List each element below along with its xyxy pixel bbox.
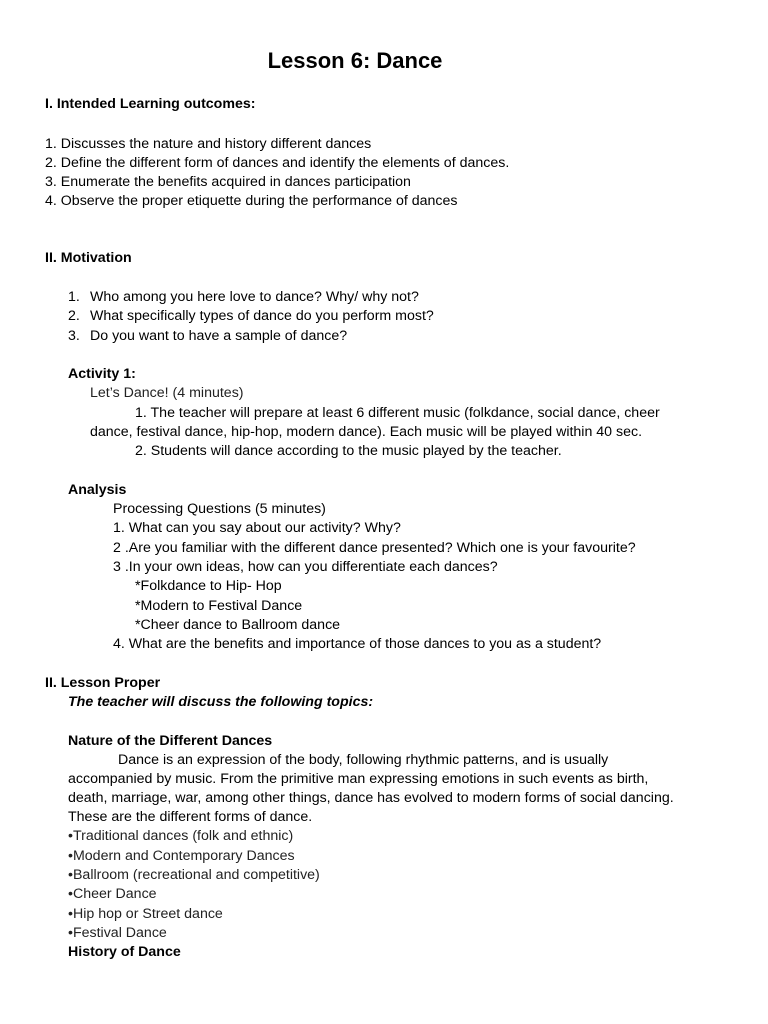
activity-step-1-cont: dance, festival dance, hip-hop, modern dance). Each music will be played within 40 sec. — [90, 424, 643, 440]
paragraph-line: death, marriage, war, among other things, dance has evolved to modern forms of social dancing. — [68, 790, 674, 806]
question-text: What specifically types of dance do you perform most? — [90, 308, 434, 324]
dance-form-item: •Modern and Contemporary Dances — [68, 848, 295, 864]
question-number: 1. — [68, 289, 80, 305]
comparison-item: *Cheer dance to Ballroom dance — [135, 617, 341, 633]
paragraph-line: Dance is an expression of the body, following rhythmic patterns, and is usually — [118, 752, 609, 768]
question-text: Do you want to have a sample of dance? — [90, 328, 348, 344]
comparison-item: *Folkdance to Hip- Hop — [135, 578, 282, 594]
dance-form-item: •Traditional dances (folk and ethnic) — [68, 828, 294, 844]
analysis-question: 1. What can you say about our activity? Why? — [113, 520, 401, 536]
outcome-item: 3. Enumerate the benefits acquired in dances participation — [45, 174, 411, 190]
dance-form-item: •Hip hop or Street dance — [68, 906, 223, 922]
activity-step-2: 2. Students will dance according to the music played by the teacher. — [135, 443, 562, 459]
outcomes-heading: I. Intended Learning outcomes: — [45, 96, 256, 112]
question-text: Who among you here love to dance? Why/ why not? — [90, 289, 419, 305]
outcome-item: 2. Define the different form of dances and identify the elements of dances. — [45, 155, 510, 171]
analysis-heading: Analysis — [68, 482, 127, 498]
activity-step-1: 1. The teacher will prepare at least 6 different music (folkdance, social dance, cheer — [135, 405, 660, 421]
question-number: 3. — [68, 328, 80, 344]
comparison-item: *Modern to Festival Dance — [135, 598, 303, 614]
lesson-heading: II. Lesson Proper — [45, 675, 161, 691]
analysis-question: 3 .In your own ideas, how can you differentiate each dances? — [113, 559, 498, 575]
page-title: Lesson 6: Dance — [267, 48, 443, 73]
activity-heading: Activity 1: — [68, 366, 136, 382]
nature-heading: Nature of the Different Dances — [68, 733, 273, 749]
motivation-heading: II. Motivation — [45, 250, 132, 266]
question-number: 2. — [68, 308, 80, 324]
outcome-item: 1. Discusses the nature and history different dances — [45, 136, 372, 152]
history-heading: History of Dance — [68, 944, 181, 960]
analysis-subtitle: Processing Questions (5 minutes) — [113, 501, 326, 517]
paragraph-line: accompanied by music. From the primitive man expressing emotions in such events as birth, — [68, 771, 649, 787]
analysis-question: 4. What are the benefits and importance of those dances to you as a student? — [113, 636, 602, 652]
lesson-intro: The teacher will discuss the following topics: — [68, 694, 374, 710]
dance-form-item: •Ballroom (recreational and competitive) — [68, 867, 320, 883]
analysis-question: 2 .Are you familiar with the different dance presented? Which one is your favourite? — [113, 540, 636, 556]
paragraph-line: These are the different forms of dance. — [68, 809, 313, 825]
activity-subtitle: Let’s Dance! (4 minutes) — [90, 385, 244, 401]
outcome-item: 4. Observe the proper etiquette during the performance of dances — [45, 193, 458, 209]
dance-form-item: •Festival Dance — [68, 925, 167, 941]
dance-form-item: •Cheer Dance — [68, 886, 157, 902]
